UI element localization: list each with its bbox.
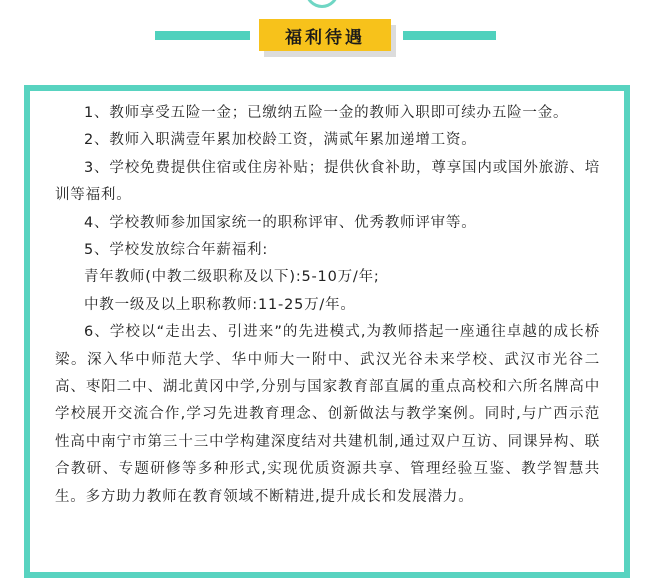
welfare-content-box xyxy=(24,85,630,578)
welfare-item-3: 3、学校免费提供住宿或住房补贴；提供伙食补助，尊享国内或国外旅游、培训等福利。 xyxy=(55,159,600,204)
salary-young-teacher: 青年教师(中教二级职称及以下):5-10万/年; xyxy=(84,269,380,286)
header-line-left xyxy=(155,31,250,40)
welfare-item-2: 2、教师入职满壹年累加校龄工资，满贰年累加递增工资。 xyxy=(84,132,477,149)
welfare-item-5: 5、学校发放综合年薪福利: xyxy=(84,242,269,259)
section-title: 福利待遇 xyxy=(259,19,391,51)
welfare-item-4: 4、学校教师参加国家统一的职称评审、优秀教师评审等。 xyxy=(84,214,477,231)
salary-senior-teacher: 中教一级及以上职称教师:11-25万/年。 xyxy=(84,296,356,313)
header-line-right xyxy=(403,31,496,40)
top-decoration xyxy=(305,0,339,8)
welfare-item-1: 1、教师享受五险一金；已缴纳五险一金的教师入职即可续办五险一金。 xyxy=(84,105,569,121)
welfare-item-6: 6、学校以“走出去、引进来”的先进模式,为教师搭起一座通往卓越的成长桥梁。深入华中师范大学、华中师大一附中、武汉光谷未来学校、武汉市光谷二高、枣阳二中、湖北黄冈中学,分别与国家教育部直属的重点高校和六所名牌高中学校展开交流合作,学习先进教育理念、创新做法与教学案例。同时,与广西示范性高中南宁市第三十三中学构建深度结对共建机制,通过双户互访、同课异构、联合教研、专题研修等多种形式,实现优质资源共享、管理经验互鉴、教学智慧共生。多方助力教师在教育领域不断精进,提升成长和发展潜力。 xyxy=(55,324,600,505)
